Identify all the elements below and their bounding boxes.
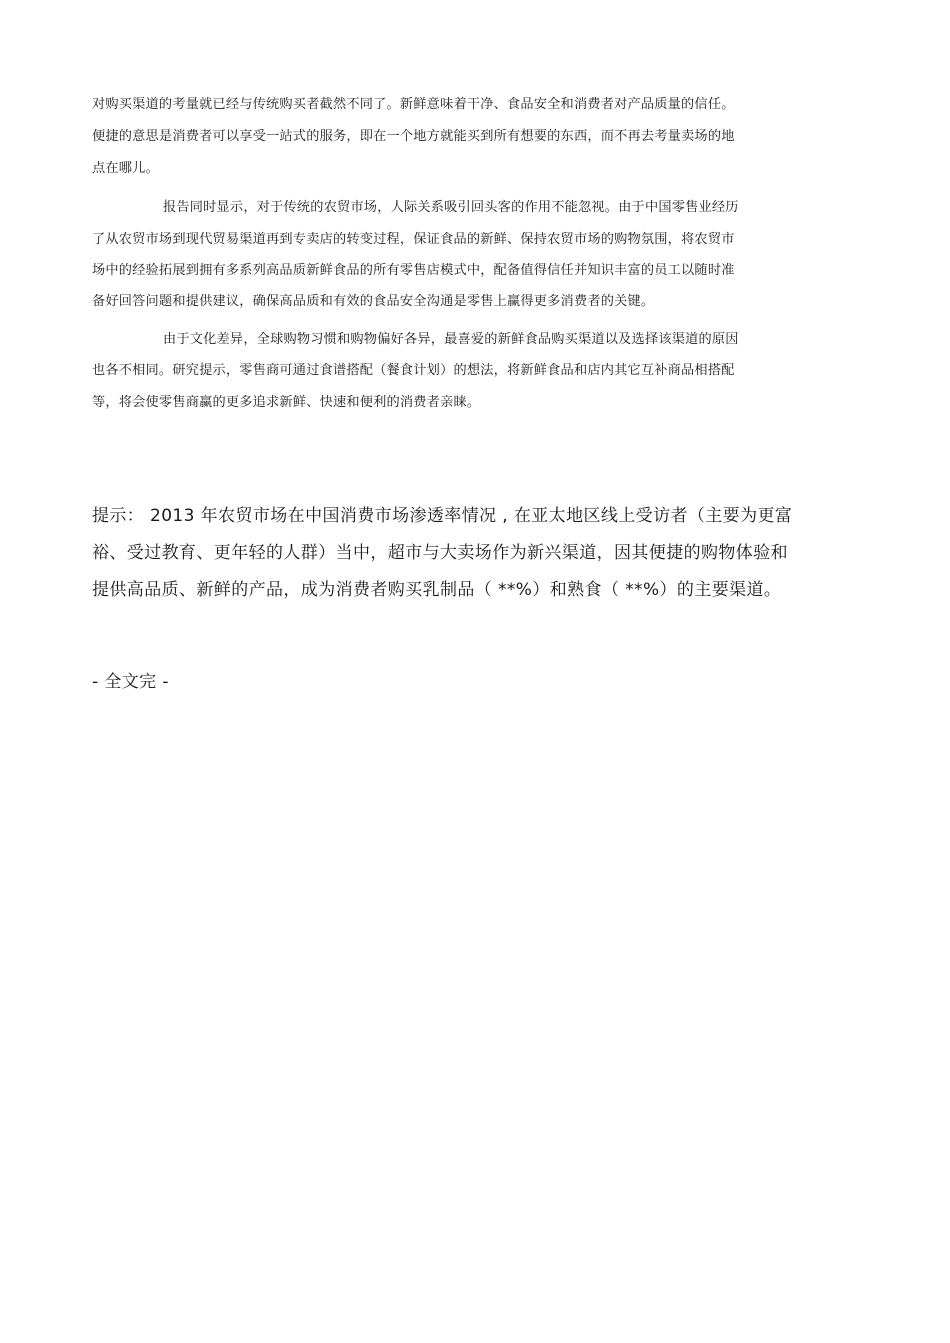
paragraph-2-line-1: 报告同时显示，对于传统的农贸市场，人际关系吸引回头客的作用不能忽视。由于中国零售业经历	[163, 200, 739, 215]
paragraph-3-line-3: 等，将会使零售商赢的更多追求新鲜、快速和便利的消费者亲睐。	[92, 395, 481, 410]
tip-line-3: 提供高品质、新鲜的产品，成为消费者购买乳制品（ **%）和熟食（ **%）的主要渠道。	[92, 580, 782, 600]
paragraph-1-line-2: 便捷的意思是消费者可以享受一站式的服务，即在一个地方就能买到所有想要的东西，而不再去考量卖场的地	[92, 129, 735, 144]
tip-line-1: 提示： 2013 年农贸市场在中国消费市场渗透率情况 , 在亚太地区线上受访者（主要为更富	[92, 506, 793, 526]
paragraph-1-line-3: 点在哪儿。	[92, 161, 159, 176]
paragraph-3-line-1: 由于文化差异，全球购物习惯和购物偏好各异，最喜爱的新鲜食品购买渠道以及选择该渠道的原因	[163, 332, 739, 347]
paragraph-2-line-2: 了从农贸市场到现代贸易渠道再到专卖店的转变过程，保证食品的新鲜、保持农贸市场的购物氛围，将农贸市	[92, 232, 735, 247]
end-mark: - 全文完 -	[92, 672, 169, 692]
tip-line-2: 裕、受过教育、更年轻的人群）当中，超市与大卖场作为新兴渠道，因其便捷的购物体验和	[92, 543, 788, 563]
paragraph-1-line-1: 对购买渠道的考量就已经与传统购买者截然不同了。新鲜意味着干净、食品安全和消费者对产品质量的信任。	[92, 97, 735, 112]
paragraph-2-line-3: 场中的经验拓展到拥有多系列高品质新鲜食品的所有零售店模式中，配备值得信任并知识丰富的员工以随时准	[92, 263, 735, 278]
paragraph-3-line-2: 也各不相同。研究提示，零售商可通过食谱搭配（餐食计划）的想法，将新鲜食品和店内其它互补商品相搭配	[92, 363, 735, 378]
paragraph-2-line-4: 备好回答问题和提供建议，确保高品质和有效的食品安全沟通是零售上赢得更多消费者的关键。	[92, 294, 655, 309]
